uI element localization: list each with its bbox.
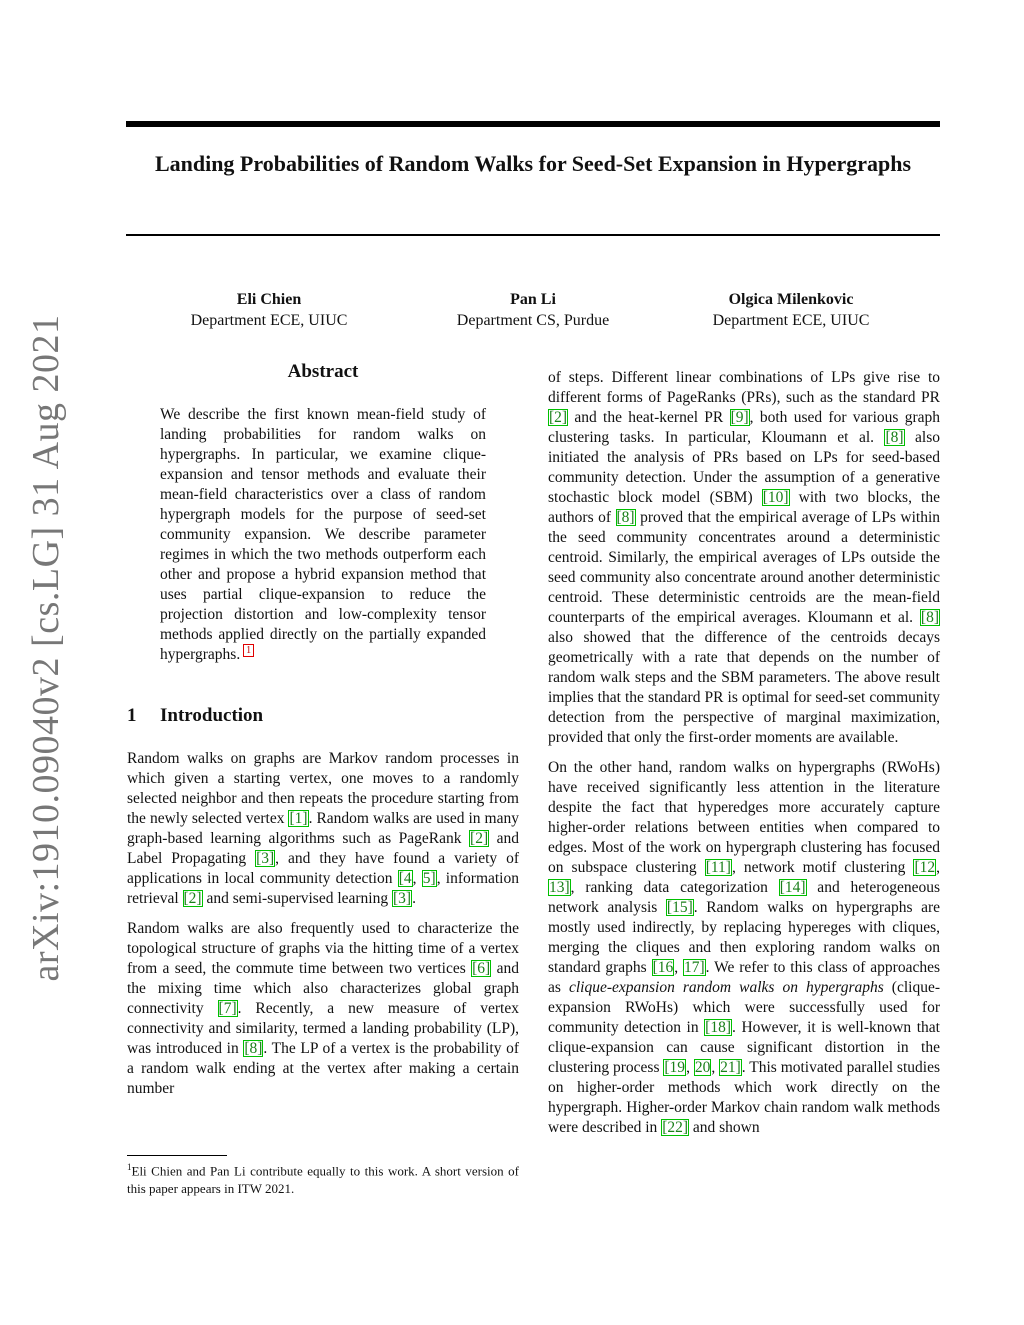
abstract-heading: Abstract	[287, 361, 359, 382]
intro-paragraph-2: Random walks are also frequently used to characterize the topological structure of graphs via the hitting time of a vertex from a seed, the commute time between two vertices [6] and the mixing time which also characterizes global graph connectivity [7]. Recently, a new measure of vertex connectivity and similarity, termed a landing probability (LP), was introduced in [8]. The LP of a vertex is the probability of a random walk ending at the vertex after making a certain number	[127, 920, 519, 1097]
citation-link[interactable]: [2]	[183, 890, 202, 907]
citation-link[interactable]: [2]	[470, 830, 489, 847]
footnote	[127, 1158, 519, 1198]
citation-link[interactable]: [14]	[779, 879, 806, 896]
author-affiliation: Department ECE, UIUC	[712, 312, 870, 329]
author-name: Pan Li	[510, 291, 556, 308]
citation-link[interactable]: 21]	[720, 1059, 741, 1076]
footnote-rule	[127, 1155, 227, 1156]
left-column	[127, 360, 519, 1099]
emphasis-term: clique-expansion random walks on hypergraphs	[568, 979, 884, 996]
citation-link[interactable]: [16	[652, 959, 674, 976]
citation-link[interactable]: 13]	[549, 879, 570, 896]
author-affiliation: Department ECE, UIUC	[190, 312, 348, 329]
author-block	[126, 289, 940, 339]
citation-link[interactable]: [11]	[705, 859, 731, 876]
footnote-text: Eli Chien and Pan Li contribute equally to this work. A short version of this paper appears in ITW 2021.	[127, 1163, 519, 1197]
title-bottom-rule	[126, 234, 940, 236]
citation-link[interactable]: [2]	[549, 409, 568, 426]
citation-link[interactable]: [18]	[705, 1019, 731, 1036]
citation-link[interactable]: [15]	[666, 899, 693, 916]
citation-link[interactable]: [6]	[472, 960, 491, 977]
citation-link[interactable]: 5]	[422, 870, 436, 887]
citation-link[interactable]: [3]	[392, 890, 412, 907]
citation-link[interactable]: [10]	[762, 489, 789, 506]
intro-paragraph-1: Random walks on graphs are Markov random processes in which given a starting vertex, one moves to a randomly selected neighbor and then repeats the procedure starting from the newly selected vertex [1]. Random walks are used in many graph-based learning algorithms such as PageRank [2] and Label Propagating [3], and they have found a variety of applications in local community detection [4, 5], information retrieval [2] and semi-supervised learning [3].	[127, 750, 519, 907]
author-3	[661, 289, 921, 331]
citation-link[interactable]: [7]	[218, 1000, 237, 1017]
section-title: Introduction	[160, 705, 264, 726]
intro-paragraph-3: of steps. Different linear combinations of LPs give rise to different forms of PageRanks (PRs), such as the standard PR [2] and the heat-kernel PR [9], both used for various graph clustering tasks. In particular, Kloumann et al. [8] also initiated the analysis of PRs based on LPs for seed-based community detection. Under the assumption of a generative stochastic block model (SBM) [10] with two blocks, the authors of [8] proved that the empirical average of LPs within the seed community concentrates around a deterministic centroid. Similarly, the empirical averages of LPs outside the seed community also concentrate around another deterministic centroid. These deterministic centroids are the mean-field counterparts of the empirical averages. Kloumann et al. [8] also showed that the difference of the centroids decays geometrically with a rate that depends on the number of random walk steps and the SBM parameters. The above result implies that the standard PR is optimal for seed-set community detection from the perspective of marginal maximization, provided that only the first-order moments are available.	[548, 369, 941, 746]
top-rule	[126, 121, 940, 127]
intro-paragraph-4: On the other hand, random walks on hypergraphs (RWoHs) have received significantly less attention in the literature despite the fact that hyperedges more accurately capture higher-order relations between entities when compared to edges. Most of the work on hypergraph clustering has focused on subspace clustering [11], network motif clustering [12, 13], ranking data categorization [14] and heterogeneous network analysis [15]. Random walks on hypergraphs are mostly used indirectly, by replacing hypereges with cliques, merging the cliques and then exploring random walks on standard graphs [16, 17]. We refer to this class of approaches as clique-expansion random walks on hypergraphs (clique-expansion RWoHs) which were successfully used for community detection in [18]. However, it is well-known that clique-expansion can cause significant distortion in the clustering process [19, 20, 21]. This motivated parallel studies on higher-order methods which work directly on the hypergraph. Higher-order Markov chain random walk methods were described in [22] and shown	[548, 759, 941, 1136]
author-name: Olgica Milenkovic	[728, 291, 854, 308]
citation-link[interactable]: 20	[694, 1059, 711, 1076]
right-column	[548, 368, 940, 1138]
citation-link[interactable]: [8]	[616, 509, 635, 526]
citation-link[interactable]: [3]	[256, 850, 275, 867]
footnote-mark: 1	[127, 1162, 132, 1172]
abstract-text: We describe the first known mean-field study of landing probabilities for random walks on hypergraphs. In particular, we examine clique-expansion and tensor methods and evaluate their mean-field characteristics over a class of random hypergraph models for the purpose of seed-set community expansion. We describe parameter regimes in which the two methods outperform each other and propose a hybrid expansion method that uses partial clique-expansion to reduce the projection distortion and low-complexity tensor methods applied directly on the partially expanded hypergraphs. $^1$	[160, 406, 486, 663]
author-1	[139, 289, 399, 331]
section-heading	[127, 704, 519, 728]
author-affiliation: Department CS, Purdue	[456, 312, 610, 329]
arxiv-stamp: arXiv:1910.09040v2 [cs.LG] 31 Aug 2021	[25, 314, 67, 982]
citation-link[interactable]: [9]	[730, 409, 749, 426]
citation-link[interactable]: [8]	[244, 1040, 263, 1057]
section-number: 1	[127, 705, 137, 726]
author-name: Eli Chien	[236, 291, 302, 308]
citation-link[interactable]: [12	[914, 859, 936, 876]
citation-link[interactable]: 17]	[683, 959, 705, 976]
citation-link[interactable]: [8]	[885, 429, 904, 446]
paper-title: Landing Probabilities of Random Walks for Seed-Set Expansion in Hypergraphs	[154, 151, 912, 176]
citation-link[interactable]: [1]	[289, 810, 308, 827]
citation-link[interactable]: [8]	[920, 609, 939, 626]
citation-link[interactable]: [19	[664, 1059, 686, 1076]
author-2	[403, 289, 663, 331]
footnote-link[interactable]: 1	[246, 644, 252, 656]
citation-link[interactable]: [22]	[662, 1119, 689, 1136]
citation-link[interactable]: [4	[398, 870, 412, 887]
